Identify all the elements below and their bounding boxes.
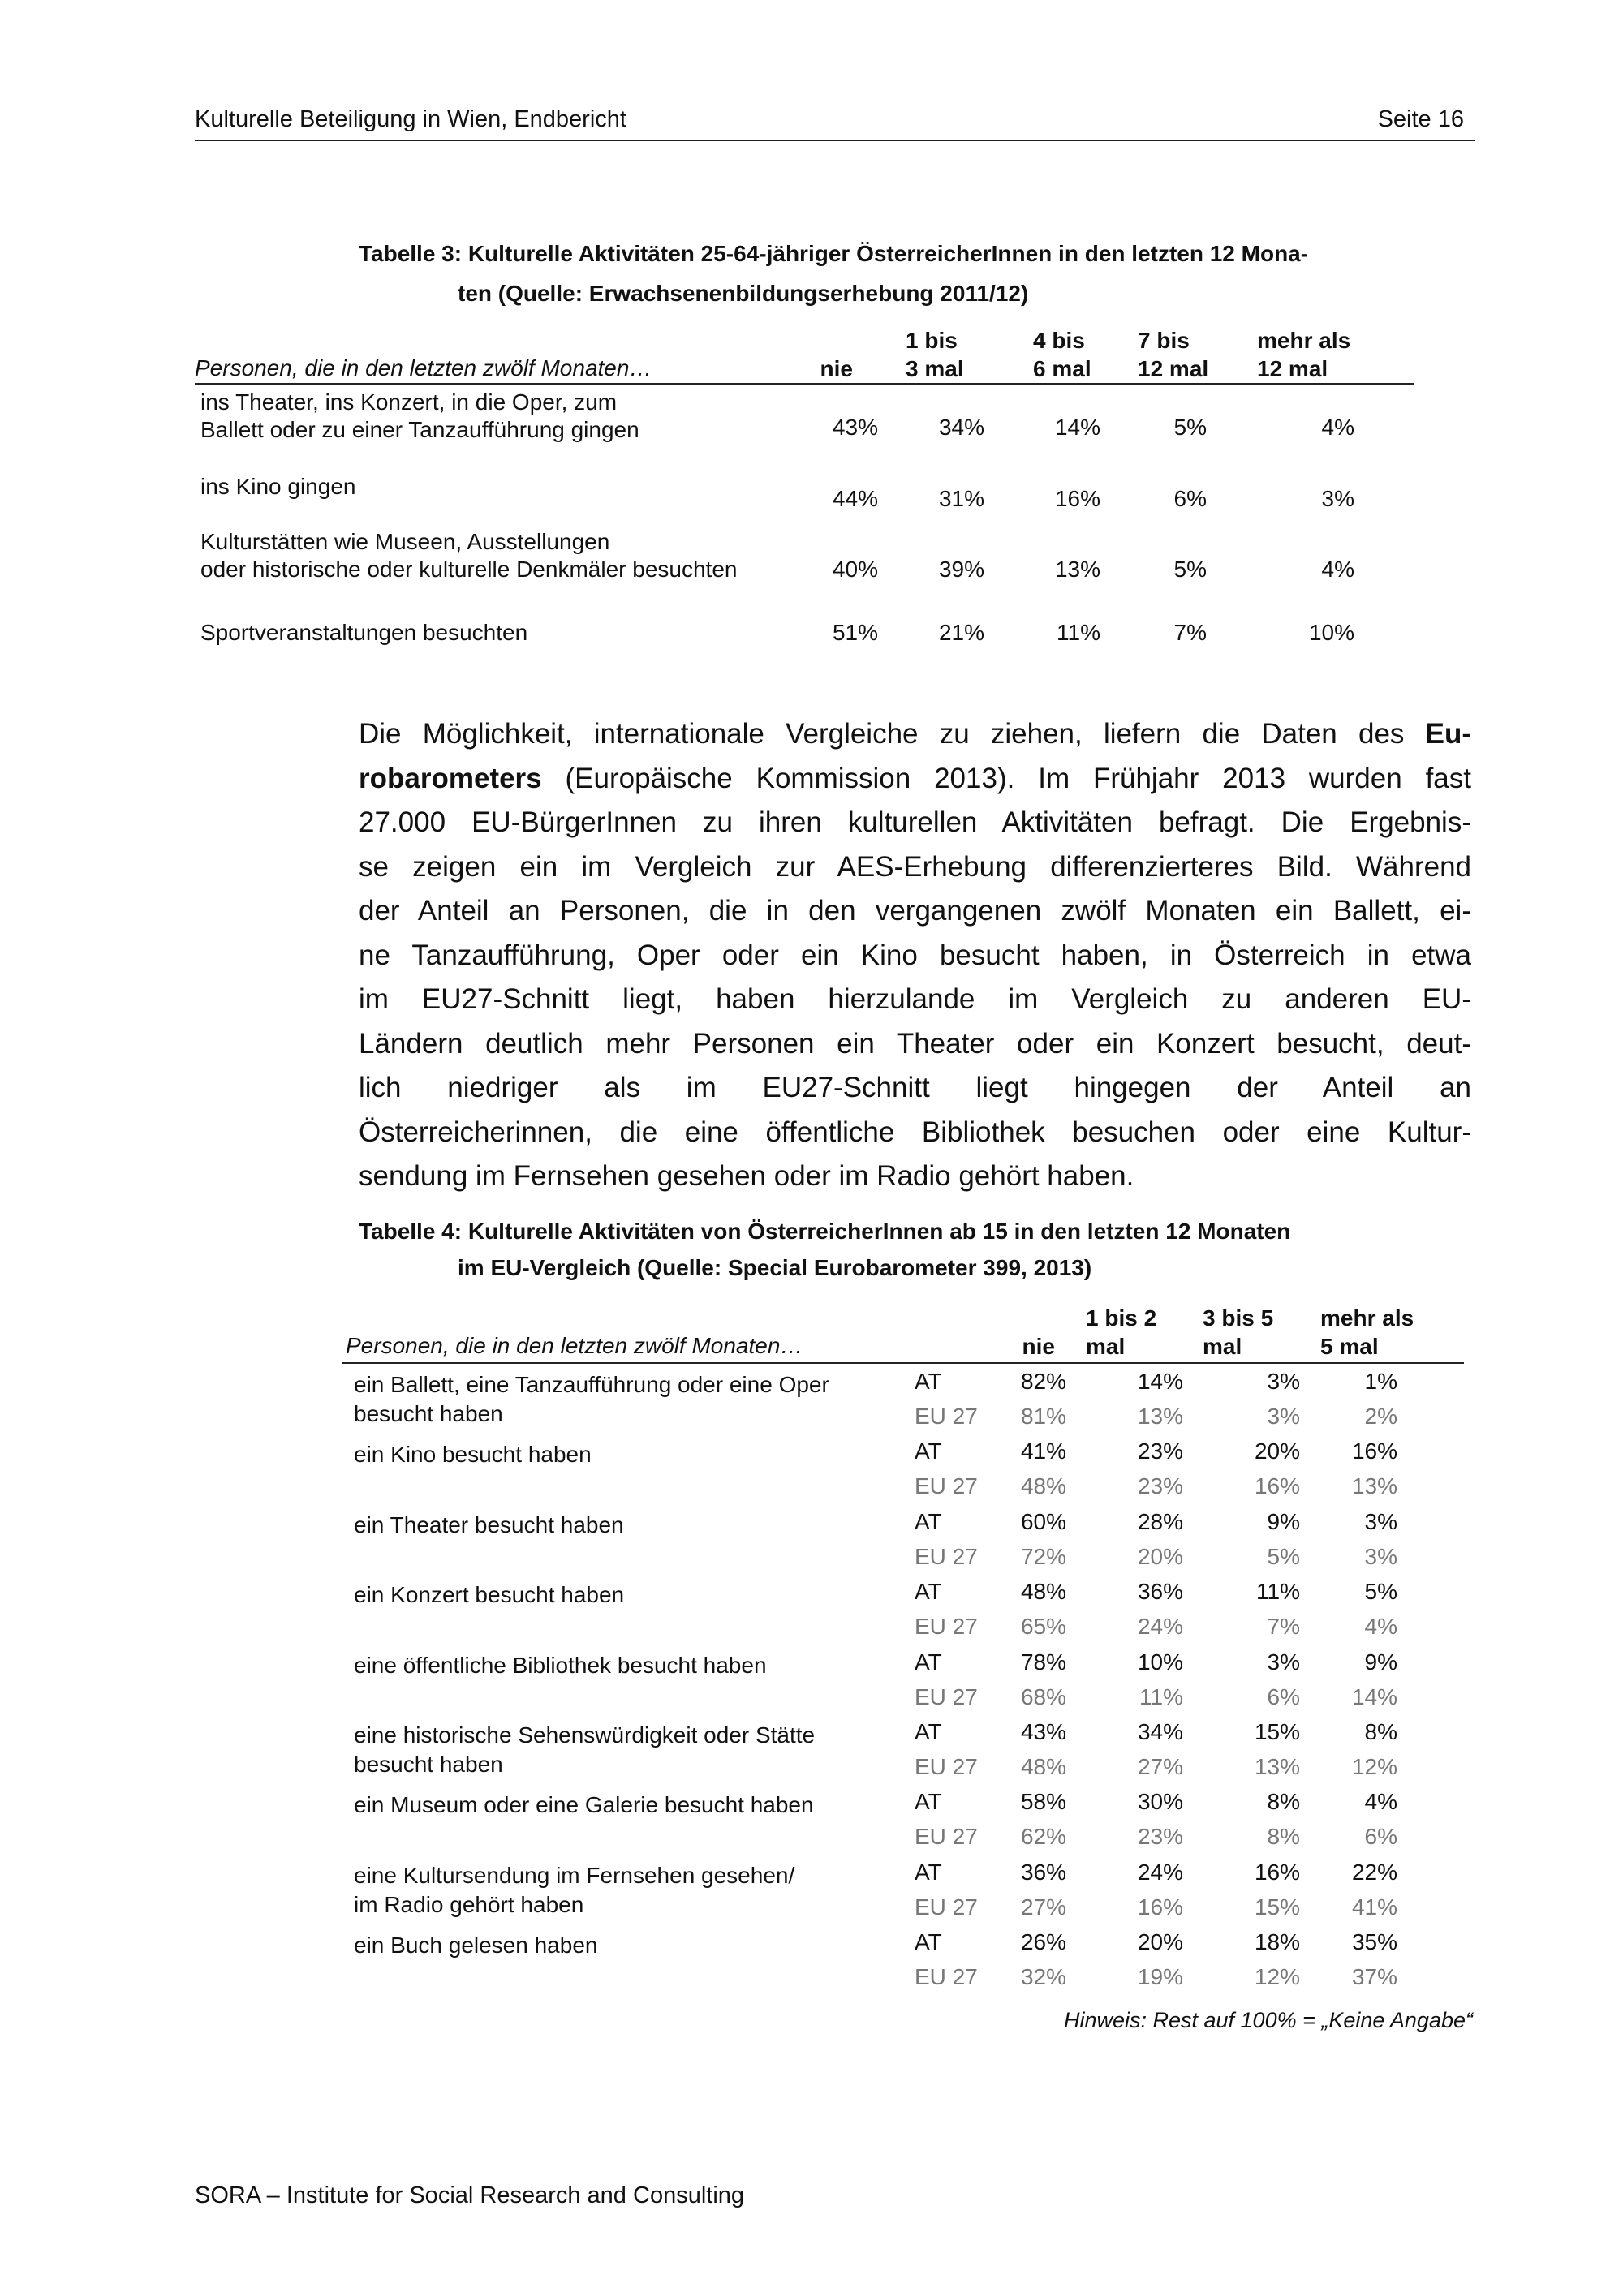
table4-cell-eu27: 4% [1364,1614,1397,1640]
table4-cell-at: 58% [1020,1789,1066,1815]
eu27-label: EU 27 [915,1473,978,1499]
eu27-label: EU 27 [915,1543,978,1569]
table4-note: Hinweis: Rest auf 100% = „Keine Angabe“ [1063,2008,1473,2032]
table4-row-label: besucht haben [354,1752,503,1777]
table4-cell-at: 11% [1256,1579,1300,1605]
table4-cell-at: 18% [1254,1929,1300,1955]
eu27-label: EU 27 [915,1894,978,1920]
table4-column-header: 1 bis 2 [1086,1305,1157,1331]
table4-cell-eu27: 48% [1020,1754,1066,1779]
table4-cell-eu27: 2% [1364,1404,1397,1429]
table4-cell-at: 9% [1267,1508,1300,1534]
header-page-number: Seite 16 [1377,106,1464,132]
table3-column-header: 7 bis [1138,328,1190,353]
table4-cell-at: 16% [1351,1438,1397,1464]
paragraph-line [359,1154,1471,1199]
table4-row-label: ein Kino besucht haben [354,1442,592,1468]
at-label: AT [915,1789,942,1815]
table3-cell: 6% [1173,486,1207,511]
table3-cell: 13% [1054,557,1100,582]
paragraph-line [359,801,1471,845]
body-paragraph [359,712,1471,1199]
table4-cell-at: 48% [1020,1579,1066,1605]
table3-cell: 5% [1173,415,1207,440]
table4-cell-at: 23% [1137,1438,1183,1464]
table3-column-header: mehr als [1257,328,1351,353]
table3-cell: 51% [832,620,878,645]
table3-cell: 5% [1173,557,1207,582]
text-segment: se zeigen ein im Vergleich zur AES-Erhebung differenzierteres Bild. Während [359,850,1471,883]
table4-row-label: eine öffentliche Bibliothek besucht haben [354,1652,767,1678]
table4-cell-eu27: 5% [1267,1543,1300,1569]
table4-cell-at: 24% [1137,1859,1183,1885]
table4-cell-eu27: 15% [1254,1894,1300,1920]
table3-column-header: 1 bis [906,328,958,353]
at-label: AT [915,1579,942,1605]
table4-cell-at: 41% [1020,1438,1066,1464]
table4-cell-eu27: 27% [1020,1894,1066,1920]
table3-cell: 10% [1308,620,1354,645]
eu27-label: EU 27 [915,1824,978,1850]
table3-cell: 31% [938,486,984,511]
paragraph-line [359,845,1471,890]
table3-header-rule [195,383,1414,385]
table3-row-header: Personen, die in den letzten zwölf Monaten… [195,355,652,381]
table3-row-label: Kulturstätten wie Museen, Ausstellungen [200,529,610,554]
table4-cell-at: 20% [1137,1929,1183,1955]
table4-cell-eu27: 12% [1254,1964,1300,1990]
header-title: Kulturelle Beteiligung in Wien, Endbericht [195,106,626,132]
table4-row-label: besucht haben [354,1401,503,1426]
text-segment: der Anteil an Personen, die in den vergangenen zwölf Monaten ein Ballett, ei- [359,895,1471,927]
table4-cell-at: 8% [1267,1789,1300,1815]
table4-cell-at: 3% [1267,1649,1300,1675]
at-label: AT [915,1649,942,1675]
at-label: AT [915,1859,942,1885]
table4-column-header: nie [1022,1334,1055,1359]
table4-column-header: 3 bis 5 [1203,1305,1274,1331]
table3-column-header: 3 mal [906,356,964,381]
table4-row-label: ein Ballett, eine Tanzaufführung oder eine Oper [354,1372,829,1397]
table4-title-line2: im EU-Vergleich (Quelle: Special Eurobarometer 399, 2013) [458,1255,1092,1280]
table3-column-header: 4 bis [1033,328,1085,353]
table4-row-label: ein Museum oder eine Galerie besucht haben [354,1792,814,1818]
table4-cell-eu27: 65% [1020,1614,1066,1640]
text-segment: Österreicherinnen, die eine öffentliche Bibliothek besuchen oder eine Kultur- [359,1116,1471,1148]
table4-cell-at: 5% [1364,1579,1397,1605]
table3-cell: 44% [832,486,878,511]
table3-cell: 3% [1321,486,1354,511]
table4-cell-at: 35% [1351,1929,1397,1955]
text-segment: ne Tanzaufführung, Oper oder ein Kino besucht haben, in Österreich in etwa [359,939,1471,971]
table4-row-label: im Radio gehört haben [354,1891,584,1917]
table3-cell: 7% [1173,620,1207,645]
table4-cell-at: 82% [1020,1369,1066,1394]
table4-cell-eu27: 32% [1020,1964,1066,1990]
table3-title-line2: ten (Quelle: Erwachsenenbildungserhebung 2011/12) [458,281,1029,306]
table4-cell-eu27: 62% [1020,1824,1066,1850]
table4-column-header: mehr als [1320,1305,1414,1331]
table4-row-label: ein Konzert besucht haben [354,1582,625,1608]
table4-cell-eu27: 72% [1020,1543,1066,1569]
table4-column-header: mal [1086,1334,1126,1359]
at-label: AT [915,1369,942,1394]
table3-cell: 14% [1054,415,1100,440]
table4-cell-eu27: 16% [1137,1894,1183,1920]
table4-cell-at: 10% [1137,1649,1183,1675]
table3-row-label: ins Theater, ins Konzert, in die Oper, zum [200,389,618,415]
table3-cell: 34% [938,415,984,440]
table4-cell-eu27: 19% [1137,1964,1183,1990]
table4-row-label: ein Buch gelesen haben [354,1933,598,1958]
table3-cell: 16% [1054,486,1100,511]
table4-cell-at: 3% [1364,1508,1397,1534]
table4-cell-at: 30% [1137,1789,1183,1815]
paragraph-line [359,1066,1471,1111]
table4-cell-eu27: 6% [1364,1824,1397,1850]
table3-row-label: oder historische oder kulturelle Denkmäler besuchten [200,557,738,582]
table4-cell-eu27: 3% [1364,1543,1397,1569]
table4-cell-at: 8% [1364,1719,1397,1744]
table3-row-label: Ballett oder zu einer Tanzaufführung gingen [200,417,639,442]
header-rule [195,140,1475,141]
footer-text: SORA – Institute for Social Research and Consulting [195,2182,745,2208]
paragraph-line [359,712,1471,757]
eu27-label: EU 27 [915,1404,978,1429]
table4-cell-at: 1% [1364,1369,1397,1394]
bold-text: Eu- [1425,718,1471,750]
paragraph-line [359,978,1471,1022]
text-segment: lich niedriger als im EU27-Schnitt liegt hingegen der Anteil an [359,1072,1471,1103]
table3-row-label: ins Kino gingen [200,474,356,499]
table4-cell-at: 14% [1137,1369,1183,1394]
table4-cell-eu27: 13% [1351,1473,1397,1499]
table4-column-header: 5 mal [1320,1334,1379,1359]
table4-cell-at: 22% [1351,1859,1397,1885]
table4-cell-eu27: 13% [1254,1754,1300,1779]
table4-row-header: Personen, die in den letzten zwölf Monaten… [346,1333,803,1358]
table4-row-label: ein Theater besucht haben [354,1511,624,1537]
eu27-label: EU 27 [915,1614,978,1640]
table4-cell-at: 15% [1254,1719,1300,1744]
table3-row-label: Sportveranstaltungen besuchten [200,620,528,645]
table4-cell-at: 3% [1267,1369,1300,1394]
table4-cell-eu27: 3% [1267,1404,1300,1429]
table3-cell: 39% [938,557,984,582]
bold-text: robarometers [359,762,542,794]
table4-cell-at: 16% [1254,1859,1300,1885]
table4-cell-eu27: 24% [1137,1614,1183,1640]
table3-column-header: nie [820,356,853,381]
table4-cell-eu27: 27% [1137,1754,1183,1779]
eu27-label: EU 27 [915,1683,978,1709]
table4-cell-eu27: 13% [1137,1404,1183,1429]
table4-cell-at: 36% [1020,1859,1066,1885]
table4-cell-at: 4% [1364,1789,1397,1815]
table4-cell-at: 34% [1137,1719,1183,1744]
text-segment: Die Möglichkeit, internationale Vergleiche zu ziehen, liefern die Daten des [359,718,1426,750]
paragraph-line [359,934,1471,978]
text-segment: Ländern deutlich mehr Personen ein Theater oder ein Konzert besucht, deut- [359,1027,1471,1060]
paragraph-line [359,757,1471,802]
eu27-label: EU 27 [915,1754,978,1779]
paragraph-line [359,1111,1471,1155]
table3-title: Tabelle 3: Kulturelle Aktivitäten 25-64-jähriger ÖsterreicherInnen in den letzten 12 Mona- [359,241,1309,266]
table4-header-rule [342,1362,1464,1364]
table3-cell: 40% [832,557,878,582]
table4-row-label: eine historische Sehenswürdigkeit oder Stätte [354,1722,816,1748]
table3-cell: 4% [1321,415,1354,440]
table4-cell-at: 26% [1020,1929,1066,1955]
at-label: AT [915,1508,942,1534]
table4-cell-eu27: 6% [1267,1683,1300,1709]
table3-cell: 4% [1321,557,1354,582]
table4-cell-eu27: 16% [1254,1473,1300,1499]
table4-cell-eu27: 12% [1351,1754,1397,1779]
paragraph-line [359,1022,1471,1067]
table3-cell: 43% [832,415,878,440]
table4-row-label: eine Kultursendung im Fernsehen gesehen/ [354,1862,795,1888]
table4-cell-at: 20% [1254,1438,1300,1464]
table4-cell-at: 28% [1137,1508,1183,1534]
table3-column-header: 12 mal [1257,356,1328,381]
table4-title: Tabelle 4: Kulturelle Aktivitäten von ÖsterreicherInnen ab 15 in den letzten 12 Monaten [359,1219,1291,1244]
at-label: AT [915,1438,942,1464]
at-label: AT [915,1929,942,1955]
table4-cell-eu27: 37% [1351,1964,1397,1990]
table4-cell-eu27: 68% [1020,1683,1066,1709]
table3-cell: 11% [1057,620,1100,645]
eu27-label: EU 27 [915,1964,978,1990]
table4-cell-eu27: 14% [1351,1683,1397,1709]
table3-column-header: 6 mal [1033,356,1091,381]
table3-column-header: 12 mal [1138,356,1209,381]
at-label: AT [915,1719,942,1744]
table4-cell-at: 36% [1137,1579,1183,1605]
table4-cell-at: 78% [1020,1649,1066,1675]
table3-cell: 21% [938,620,984,645]
text-segment: (Europäische Kommission 2013). Im Frühjahr 2013 wurden fast [541,762,1471,794]
table4-cell-eu27: 23% [1137,1473,1183,1499]
table4-cell-eu27: 41% [1351,1894,1397,1920]
paragraph-line [359,889,1471,934]
table4-cell-eu27: 20% [1137,1543,1183,1569]
table4-cell-at: 60% [1020,1508,1066,1534]
text-segment: 27.000 EU-BürgerInnen zu ihren kulturellen Aktivitäten befragt. Die Ergebnis- [359,806,1471,838]
table4-cell-eu27: 8% [1267,1824,1300,1850]
table4-cell-eu27: 11% [1139,1683,1183,1709]
table4-cell-eu27: 81% [1020,1404,1066,1429]
table4-column-header: mal [1203,1334,1242,1359]
table4-cell-at: 43% [1020,1719,1066,1744]
table4-cell-eu27: 7% [1267,1614,1300,1640]
table4-cell-eu27: 48% [1020,1473,1066,1499]
text-segment: im EU27-Schnitt liegt, haben hierzulande im Vergleich zu anderen EU- [359,983,1471,1015]
table4-cell-eu27: 23% [1137,1824,1183,1850]
text-segment: sendung im Fernsehen gesehen oder im Radio gehört haben. [359,1160,1134,1192]
table4-cell-at: 9% [1364,1649,1397,1675]
